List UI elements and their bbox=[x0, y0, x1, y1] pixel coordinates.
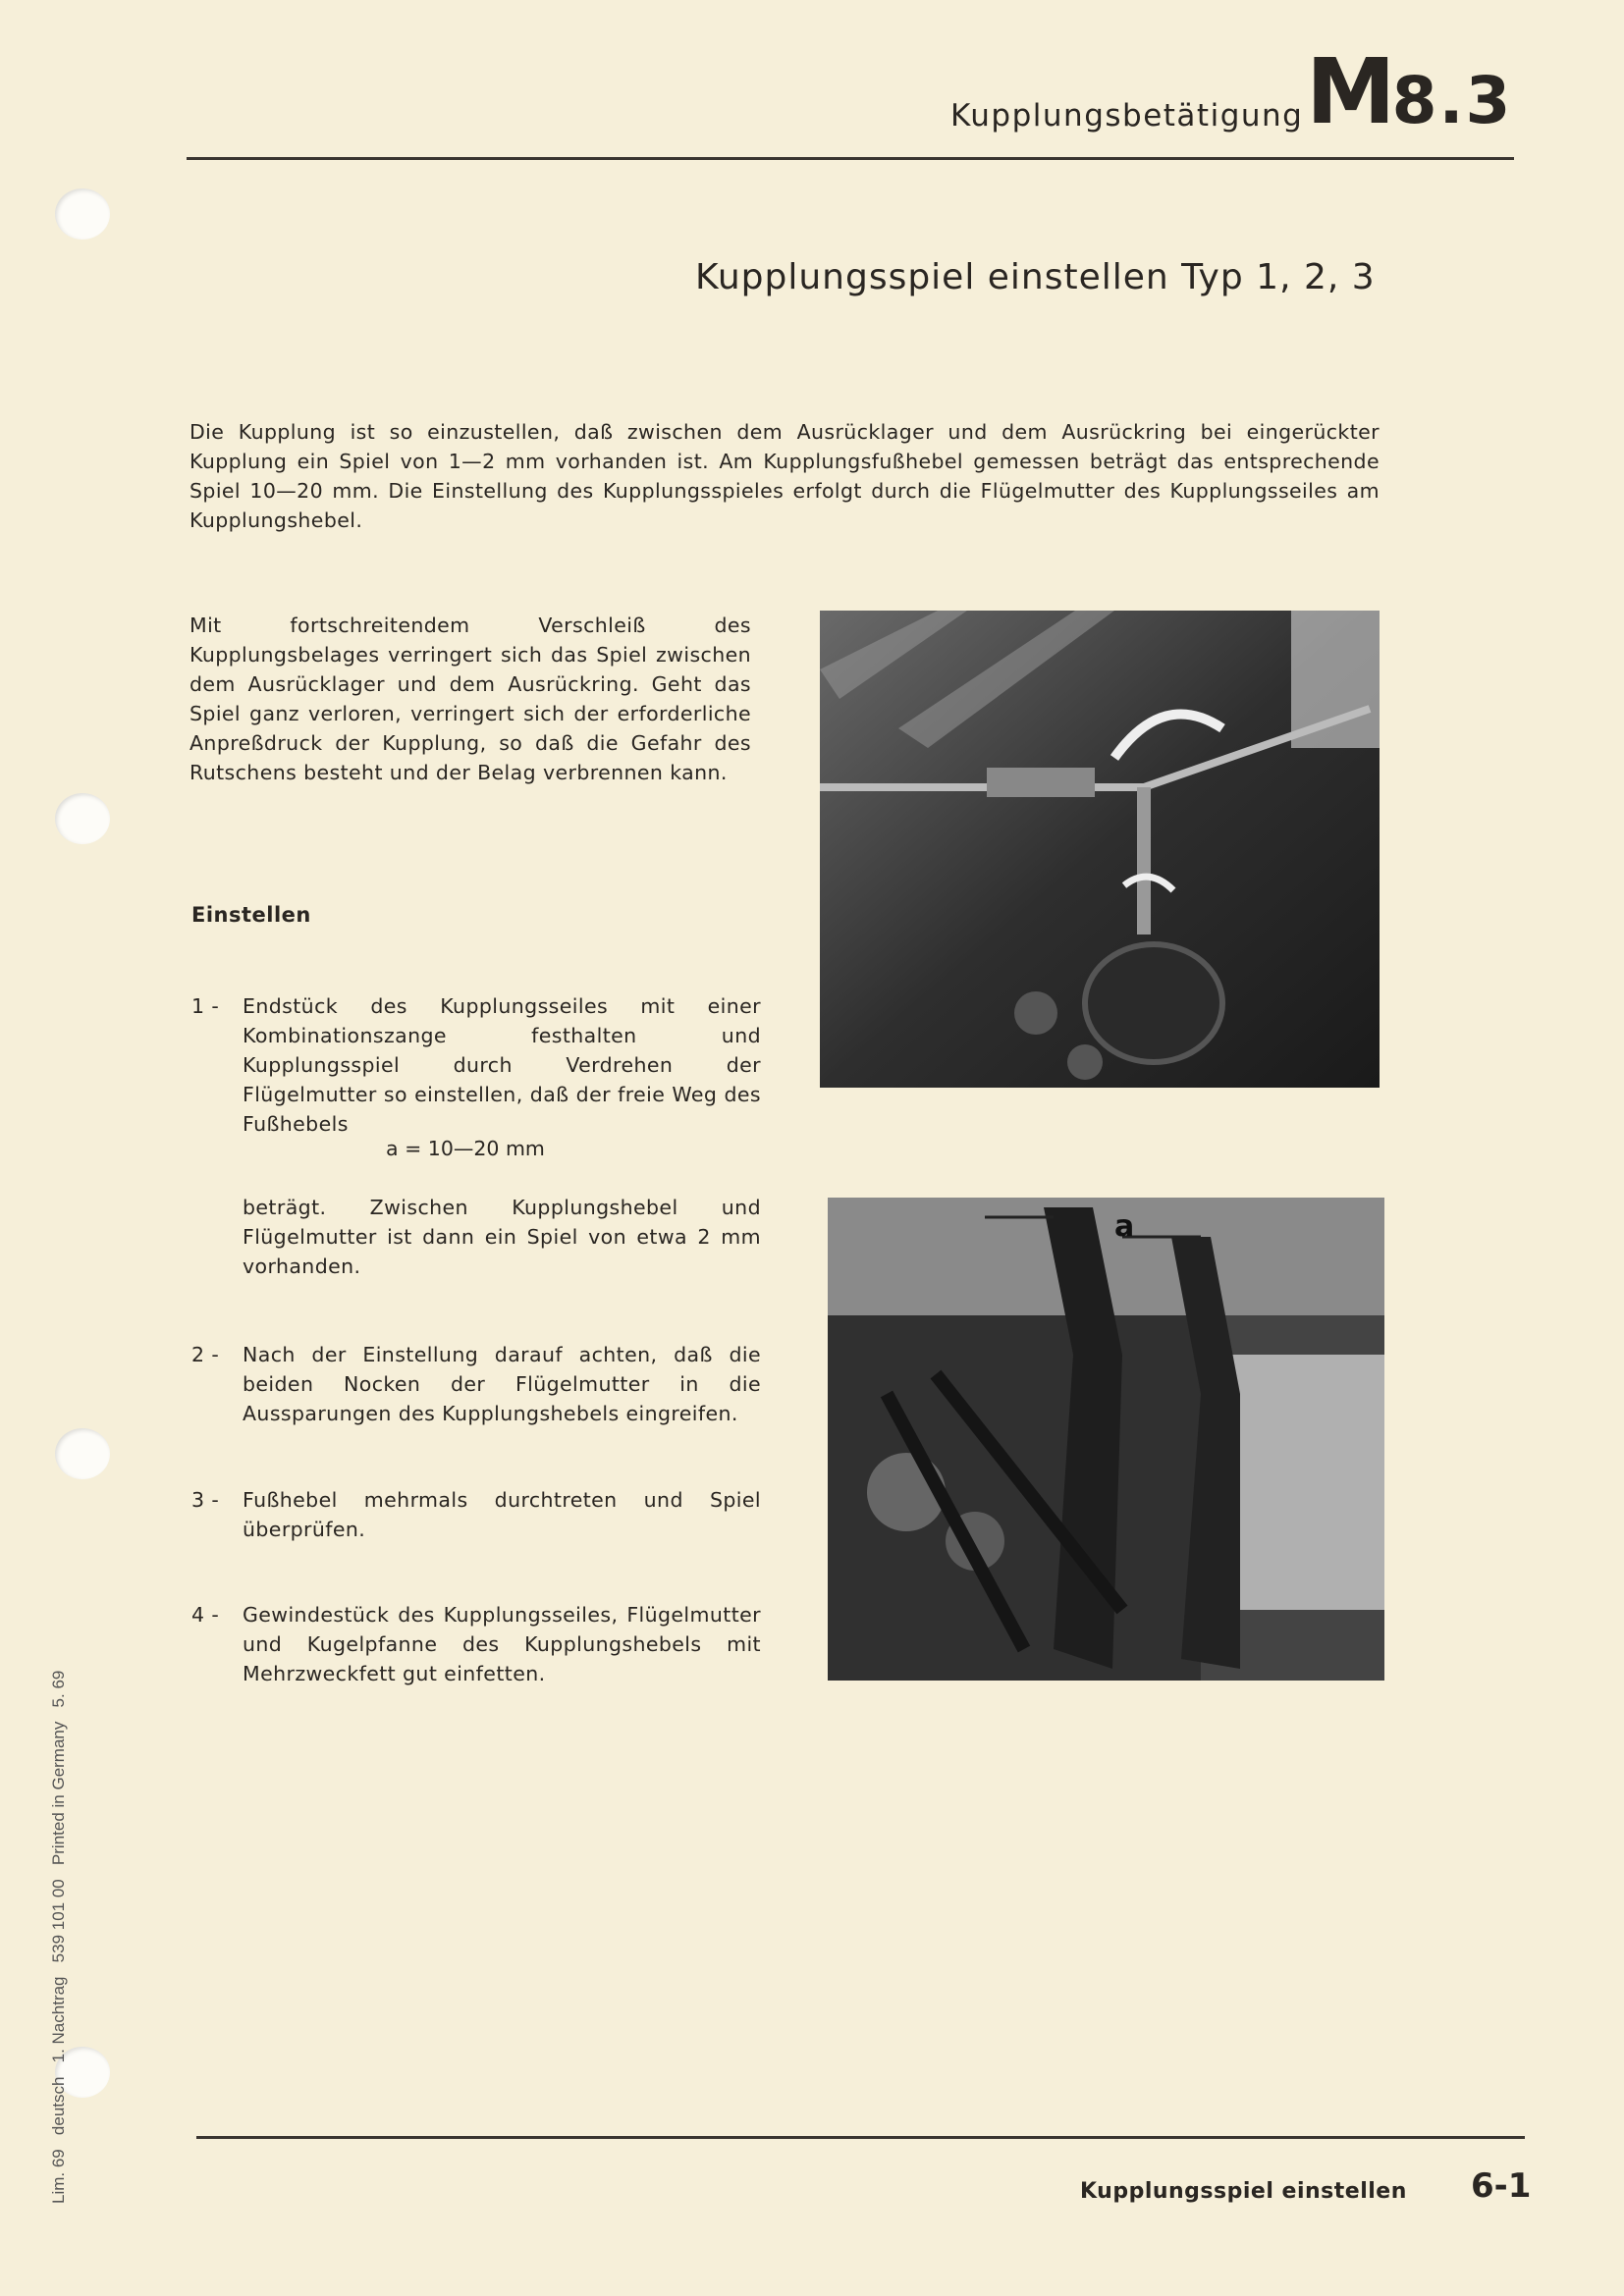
page-number: 6-1 bbox=[1471, 2166, 1532, 2206]
dimension-label: a bbox=[1114, 1209, 1135, 1244]
step-number: 4 - bbox=[191, 1603, 220, 1627]
step-number: 1 - bbox=[191, 994, 220, 1018]
step-number: 2 - bbox=[191, 1343, 220, 1366]
side-imprint: Lim. 69 deutsch 1. Nachtrag 539 101 00 Printed in Germany 5. 69 bbox=[49, 1670, 68, 2204]
header-rule bbox=[187, 157, 1514, 160]
step-text: Nach der Einstellung darauf achten, daß die beiden Nocken der Flügelmutter in die Aussparungen des Kupplungshebels eingreifen. bbox=[243, 1343, 761, 1425]
photo-pedals bbox=[828, 1198, 1384, 1681]
header-section: Kupplungsbetätigung bbox=[950, 98, 1304, 133]
footer-title: Kupplungsspiel einstellen bbox=[1080, 2179, 1407, 2204]
wear-paragraph: Mit fortschreitendem Verschleiß des Kupplungsbelages verringert sich das Spiel zwischen dem Ausrücklager und dem Ausrückring. Geht das Spiel ganz verloren, verringert sich der erforderliche Anpreßdruck der Kupplung, so daß die Gefahr des Rutschens besteht und der Belag verbrennen kann. bbox=[189, 614, 751, 784]
step-text: Fußhebel mehrmals durchtreten und Spiel überprüfen. bbox=[243, 1488, 761, 1541]
photo-clutch-cable-adjustment bbox=[820, 611, 1380, 1088]
footer-rule bbox=[196, 2136, 1525, 2139]
intro-paragraph: Die Kupplung ist so einzustellen, daß zwischen dem Ausrücklager und dem Ausrückring bei eingerückter Kupplung ein Spiel von 1—2 mm vorhanden ist. Am Kupplungsfußhebel gemessen beträgt das entsprechende Spiel 10—20 mm. Die Einstellung des Kupplungsspieles erfolgt durch die Flügelmutter des Kupplungsseiles am Kupplungshebel. bbox=[189, 420, 1380, 532]
punch-hole bbox=[55, 1428, 110, 1479]
punch-hole bbox=[55, 188, 110, 240]
step-number: 3 - bbox=[191, 1488, 220, 1512]
step-text: beträgt. Zwischen Kupplungshebel und Flügelmutter ist dann ein Spiel von etwa 2 mm vorhanden. bbox=[243, 1196, 761, 1278]
code-letter: M bbox=[1306, 39, 1392, 144]
step-text: Endstück des Kupplungsseiles mit einer Kombinationszange festhalten und Kupplungsspiel durch Verdrehen der Flügelmutter so einstellen, daß der freie Weg des Fußhebels bbox=[243, 994, 761, 1136]
punch-hole bbox=[55, 793, 110, 844]
header-code bbox=[1306, 39, 1512, 144]
page-title: Kupplungsspiel einstellen Typ 1, 2, 3 bbox=[695, 257, 1376, 297]
subheading: Einstellen bbox=[191, 903, 311, 927]
step-text: Gewindestück des Kupplungsseiles, Flügelmutter und Kugelpfanne des Kupplungshebels mit Mehrzweckfett gut einfetten. bbox=[243, 1603, 761, 1685]
code-number: 8.3 bbox=[1391, 63, 1513, 138]
formula: a = 10—20 mm bbox=[386, 1137, 545, 1160]
